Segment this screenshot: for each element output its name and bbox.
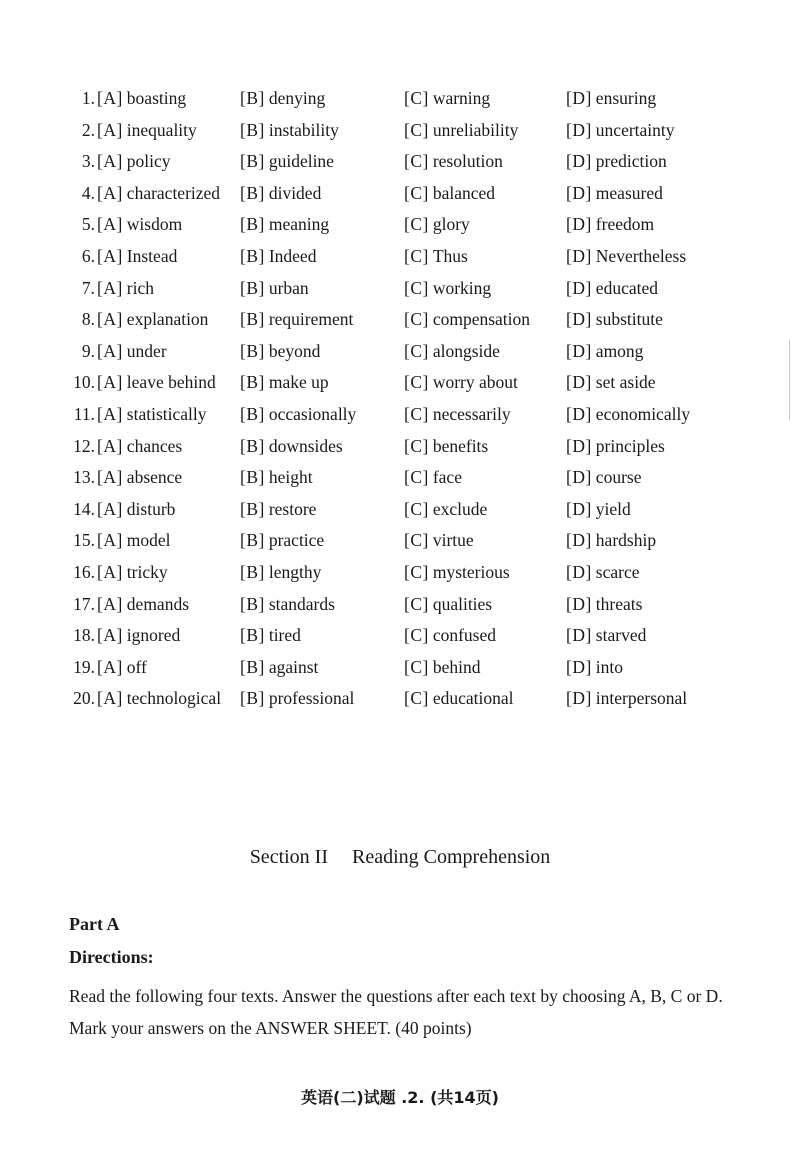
option-text: against [268, 656, 319, 677]
option-text: ensuring [595, 88, 657, 108]
option-text: uncertainty [595, 119, 675, 140]
option-letter: [A] [97, 245, 123, 266]
option-d [566, 273, 658, 305]
option-d [566, 399, 690, 431]
question-row [0, 652, 800, 684]
option-text: course [595, 467, 642, 488]
question-number: 17. [73, 593, 95, 614]
option-d [566, 304, 663, 336]
option-letter: [B] [240, 625, 265, 646]
option-a [97, 431, 182, 463]
option-letter: [D] [566, 214, 592, 235]
option-text: occasionally [268, 403, 357, 424]
option-letter: [B] [240, 277, 265, 298]
question-number: 10. [73, 372, 95, 393]
option-letter: [B] [240, 467, 265, 488]
question-row [0, 115, 800, 147]
option-text: instability [268, 119, 339, 140]
question-number: 7. [81, 277, 95, 298]
question-row [0, 336, 800, 368]
question-row [0, 620, 800, 652]
option-letter: [B] [240, 182, 265, 203]
option-letter: [D] [566, 593, 592, 614]
option-letter: [A] [97, 403, 123, 424]
option-c [404, 620, 496, 652]
option-c [404, 367, 518, 399]
option-letter: [A] [97, 498, 123, 519]
question-number: 9. [81, 340, 95, 361]
option-text: inequality [126, 119, 197, 140]
option-b [240, 209, 329, 241]
option-d [566, 209, 654, 241]
option-a [97, 304, 208, 336]
option-text: into [595, 656, 624, 677]
option-letter: [A] [97, 277, 123, 298]
option-d [566, 494, 631, 526]
option-text: measured [595, 182, 663, 203]
option-d [566, 525, 656, 557]
option-letter: [D] [566, 688, 592, 709]
option-c [404, 304, 530, 336]
option-c [404, 399, 511, 431]
option-text: set aside [595, 372, 656, 393]
question-number: 16. [73, 561, 95, 582]
option-text: interpersonal [595, 688, 688, 709]
option-letter: [B] [240, 530, 265, 551]
option-a [97, 209, 182, 241]
option-d [566, 336, 643, 368]
section-heading [0, 846, 800, 869]
option-letter: [A] [97, 561, 123, 582]
option-text: warning [432, 88, 491, 108]
option-letter: [C] [404, 467, 429, 488]
option-c [404, 525, 474, 557]
option-text: urban [268, 277, 309, 298]
question-row [0, 399, 800, 431]
question-number: 1. [81, 88, 95, 108]
option-text: explanation [126, 309, 209, 330]
option-text: absence [126, 467, 183, 488]
option-b [240, 431, 343, 463]
option-text: yield [595, 498, 631, 519]
question-row [0, 494, 800, 526]
option-letter: [D] [566, 403, 592, 424]
question-row [0, 589, 800, 621]
option-a [97, 620, 180, 652]
option-a [97, 241, 177, 273]
option-text: virtue [432, 530, 474, 551]
option-c [404, 336, 500, 368]
option-text: unreliability [432, 119, 519, 140]
directions-title: Directions: [69, 947, 154, 967]
option-d [566, 462, 641, 494]
question-row [0, 367, 800, 399]
option-text: educated [595, 277, 658, 298]
option-text: rich [126, 277, 155, 298]
option-d [566, 83, 656, 115]
option-b [240, 462, 313, 494]
option-text: standards [268, 593, 335, 614]
question-row [0, 462, 800, 494]
question-number: 11. [73, 403, 95, 424]
option-text: guideline [268, 151, 334, 172]
option-d [566, 652, 623, 684]
option-text: meaning [268, 214, 330, 235]
option-text: chances [126, 435, 183, 456]
option-letter: [C] [404, 688, 429, 709]
part-title: Part A [69, 914, 120, 934]
option-text: economically [595, 403, 691, 424]
question-row [0, 146, 800, 178]
option-c [404, 652, 480, 684]
option-text: educational [432, 688, 514, 709]
option-letter: [A] [97, 214, 123, 235]
option-letter: [B] [240, 119, 265, 140]
option-a [97, 115, 197, 147]
option-text: exclude [432, 498, 488, 519]
option-text: substitute [595, 309, 663, 330]
option-text: qualities [432, 593, 493, 614]
option-letter: [D] [566, 625, 592, 646]
option-d [566, 241, 686, 273]
question-number: 8. [81, 309, 95, 330]
question-number: 15. [73, 530, 95, 551]
option-letter: [D] [566, 340, 592, 361]
option-text: tired [268, 625, 301, 646]
option-c [404, 178, 495, 210]
option-c [404, 557, 510, 589]
option-letter: [C] [404, 340, 429, 361]
option-b [240, 494, 316, 526]
option-a [97, 336, 167, 368]
option-b [240, 146, 334, 178]
question-row [0, 304, 800, 336]
option-letter: [D] [566, 561, 592, 582]
option-text: compensation [432, 309, 531, 330]
option-letter: [C] [404, 593, 429, 614]
option-text: tricky [126, 561, 168, 582]
option-text: scarce [595, 561, 640, 582]
option-text: wisdom [126, 214, 183, 235]
option-letter: [B] [240, 688, 265, 709]
option-text: mysterious [432, 561, 510, 582]
option-b [240, 304, 353, 336]
option-letter: [A] [97, 656, 123, 677]
option-letter: [B] [240, 656, 265, 677]
option-c [404, 146, 503, 178]
option-a [97, 652, 147, 684]
option-letter: [A] [97, 340, 123, 361]
option-b [240, 525, 324, 557]
option-text: ignored [126, 625, 181, 646]
option-b [240, 399, 356, 431]
option-text: working [432, 277, 492, 298]
option-text: characterized [126, 182, 221, 203]
option-text: boasting [126, 88, 187, 108]
option-c [404, 83, 490, 115]
option-text: lengthy [268, 561, 322, 582]
option-letter: [A] [97, 530, 123, 551]
option-c [404, 209, 470, 241]
option-text: freedom [595, 214, 655, 235]
option-letter: [B] [240, 403, 265, 424]
option-letter: [B] [240, 309, 265, 330]
option-a [97, 178, 220, 210]
option-text: requirement [268, 309, 354, 330]
option-letter: [C] [404, 530, 429, 551]
section-title: Reading Comprehension [352, 846, 551, 868]
question-number: 20. [73, 688, 95, 709]
option-letter: [C] [404, 214, 429, 235]
option-b [240, 589, 335, 621]
option-text: height [268, 467, 313, 488]
option-letter: [C] [404, 182, 429, 203]
option-letter: [D] [566, 182, 592, 203]
option-text: statistically [126, 403, 207, 424]
option-c [404, 241, 468, 273]
option-text: professional [268, 688, 355, 709]
option-letter: [D] [566, 530, 592, 551]
option-letter: [A] [97, 688, 123, 709]
option-text: demands [126, 593, 190, 614]
option-letter: [C] [404, 403, 429, 424]
option-letter: [A] [97, 88, 123, 108]
option-letter: [C] [404, 498, 429, 519]
option-d [566, 620, 646, 652]
option-letter: [D] [566, 467, 592, 488]
option-text: starved [595, 625, 647, 646]
option-c [404, 494, 487, 526]
option-c [404, 683, 513, 715]
option-letter: [A] [97, 309, 123, 330]
scan-edge-mark [789, 340, 790, 420]
question-row [0, 431, 800, 463]
option-letter: [C] [404, 435, 429, 456]
option-letter: [D] [566, 372, 592, 393]
option-letter: [D] [566, 656, 592, 677]
option-letter: [C] [404, 88, 429, 108]
option-text: threats [595, 593, 643, 614]
option-letter: [A] [97, 151, 123, 172]
option-text: restore [268, 498, 317, 519]
option-text: balanced [432, 182, 496, 203]
option-a [97, 557, 168, 589]
option-letter: [A] [97, 182, 123, 203]
option-text: glory [432, 214, 470, 235]
option-b [240, 367, 329, 399]
option-letter: [A] [97, 593, 123, 614]
option-a [97, 367, 216, 399]
option-text: disturb [126, 498, 176, 519]
option-a [97, 146, 171, 178]
option-text: face [432, 467, 462, 488]
option-b [240, 652, 318, 684]
option-letter: [C] [404, 309, 429, 330]
question-row [0, 525, 800, 557]
question-number: 3. [81, 151, 95, 172]
option-letter: [C] [404, 625, 429, 646]
option-c [404, 273, 491, 305]
option-letter: [C] [404, 245, 429, 266]
option-a [97, 494, 175, 526]
option-d [566, 557, 640, 589]
option-letter: [D] [566, 151, 592, 172]
option-d [566, 683, 687, 715]
option-d [566, 589, 642, 621]
option-text: practice [268, 530, 325, 551]
option-letter: [A] [97, 467, 123, 488]
option-text: resolution [432, 151, 503, 172]
question-number: 2. [81, 119, 95, 140]
option-text: denying [268, 88, 326, 108]
option-b [240, 336, 320, 368]
option-text: worry about [432, 372, 518, 393]
option-d [566, 146, 667, 178]
question-number: 5. [81, 214, 95, 235]
option-letter: [D] [566, 245, 592, 266]
option-b [240, 557, 321, 589]
question-row [0, 557, 800, 589]
option-d [566, 178, 663, 210]
option-letter: [B] [240, 245, 265, 266]
option-text: hardship [595, 530, 657, 551]
option-d [566, 115, 675, 147]
option-letter: [C] [404, 372, 429, 393]
option-text: technological [126, 688, 222, 709]
option-letter: [A] [97, 435, 123, 456]
option-text: Instead [126, 245, 178, 266]
option-text: alongside [432, 340, 500, 361]
option-text: downsides [268, 435, 343, 456]
option-a [97, 83, 186, 115]
option-text: model [126, 530, 171, 551]
option-text: among [595, 340, 644, 361]
option-text: principles [595, 435, 665, 456]
question-row [0, 83, 800, 115]
option-c [404, 462, 462, 494]
option-text: behind [432, 656, 481, 677]
option-letter: [B] [240, 593, 265, 614]
option-letter: [B] [240, 435, 265, 456]
option-d [566, 431, 665, 463]
option-letter: [B] [240, 340, 265, 361]
option-b [240, 683, 354, 715]
page-footer: 英语(二)试题 .2. (共14页) [301, 1088, 499, 1107]
option-letter: [C] [404, 151, 429, 172]
option-b [240, 83, 325, 115]
option-letter: [D] [566, 435, 592, 456]
option-letter: [D] [566, 119, 592, 140]
option-letter: [C] [404, 119, 429, 140]
question-number: 4. [81, 182, 95, 203]
option-text: off [126, 656, 147, 677]
option-a [97, 273, 154, 305]
option-text: beyond [268, 340, 321, 361]
option-letter: [B] [240, 561, 265, 582]
option-c [404, 431, 488, 463]
option-letter: [A] [97, 625, 123, 646]
question-row [0, 241, 800, 273]
option-letter: [D] [566, 88, 592, 108]
option-letter: [D] [566, 309, 592, 330]
option-letter: [D] [566, 498, 592, 519]
option-text: Indeed [268, 245, 317, 266]
option-letter: [A] [97, 119, 123, 140]
question-row [0, 683, 800, 715]
question-number: 6. [81, 245, 95, 266]
question-row [0, 209, 800, 241]
question-number: 14. [73, 498, 95, 519]
option-text: divided [268, 182, 322, 203]
option-letter: [B] [240, 214, 265, 235]
option-letter: [C] [404, 277, 429, 298]
question-number: 12. [73, 435, 95, 456]
question-row [0, 273, 800, 305]
option-letter: [C] [404, 656, 429, 677]
option-text: prediction [595, 151, 667, 172]
option-letter: [C] [404, 561, 429, 582]
option-a [97, 589, 189, 621]
option-letter: [A] [97, 372, 123, 393]
option-b [240, 178, 321, 210]
directions-text: Read the following four texts. Answer the questions after each text by choosing A, B, C or D. Mark your answers on the ANSWER SHEET. (40 points) [69, 986, 723, 1038]
option-text: policy [126, 151, 171, 172]
option-a [97, 683, 221, 715]
option-c [404, 589, 492, 621]
option-text: Nevertheless [595, 245, 687, 266]
option-text: make up [268, 372, 329, 393]
option-letter: [D] [566, 277, 592, 298]
question-row [0, 178, 800, 210]
question-number: 18. [73, 625, 95, 646]
option-text: necessarily [432, 403, 511, 424]
option-b [240, 115, 339, 147]
option-text: under [126, 340, 167, 361]
option-a [97, 399, 207, 431]
option-b [240, 241, 316, 273]
option-text: Thus [432, 245, 468, 266]
option-d [566, 367, 656, 399]
section-name: Section II [249, 846, 328, 868]
option-text: benefits [432, 435, 489, 456]
option-letter: [B] [240, 88, 265, 108]
option-letter: [B] [240, 372, 265, 393]
question-number: 19. [73, 656, 95, 677]
option-b [240, 620, 301, 652]
option-text: confused [432, 625, 497, 646]
question-number: 13. [73, 467, 95, 488]
option-a [97, 525, 171, 557]
option-text: leave behind [126, 372, 216, 393]
option-c [404, 115, 518, 147]
answer-options-list [0, 83, 800, 715]
option-letter: [B] [240, 498, 265, 519]
option-letter: [B] [240, 151, 265, 172]
option-b [240, 273, 309, 305]
option-a [97, 462, 182, 494]
